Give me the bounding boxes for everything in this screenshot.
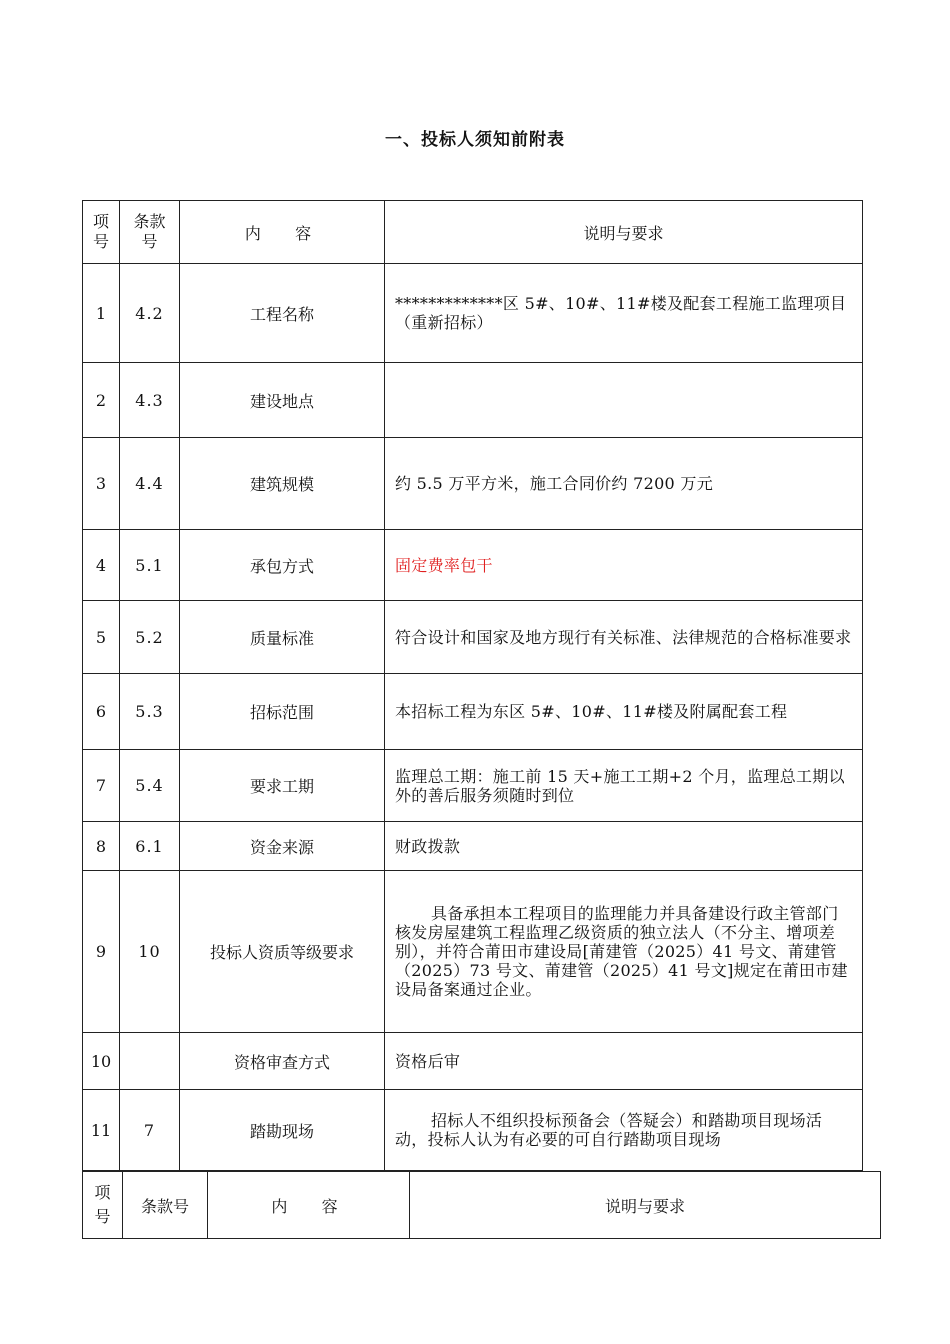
header-content: 内 容 — [208, 1172, 410, 1239]
table-header-row — [83, 1172, 881, 1239]
row-desc: 财政拨款 — [385, 822, 863, 871]
row-no: 2 — [83, 363, 120, 438]
row-clause: 6.1 — [120, 822, 180, 871]
row-desc: 监理总工期：施工前 15 天+施工工期+2 个月，监理总工期以外的善后服务须随时到位 — [385, 750, 863, 822]
row-no: 9 — [83, 871, 120, 1033]
row-content: 招标范围 — [180, 674, 385, 750]
row-content: 资格审查方式 — [180, 1033, 385, 1090]
row-desc: 招标人不组织投标预备会（答疑会）和踏勘项目现场活动，投标人认为有必要的可自行踏勘项目现场 — [385, 1090, 863, 1171]
row-clause: 5.2 — [120, 601, 180, 674]
row-desc: 资格后审 — [385, 1033, 863, 1090]
continuation-header-table — [82, 1171, 881, 1239]
prerequisite-table — [82, 200, 863, 1171]
row-no: 3 — [83, 438, 120, 530]
table-row — [83, 438, 863, 530]
table-row — [83, 264, 863, 363]
row-desc: 具备承担本工程项目的监理能力并具备建设行政主管部门核发房屋建筑工程监理乙级资质的独立法人（不分主、增项差别），并符合莆田市建设局[莆建管（2025）41 号文、莆建管（2025）73 号文、莆建管（2025）41 号文]规定在莆田市建设局备案通过企业。 — [385, 871, 863, 1033]
header-desc: 说明与要求 — [410, 1172, 881, 1239]
row-no: 4 — [83, 530, 120, 601]
table-row — [83, 822, 863, 871]
table-row — [83, 1033, 863, 1090]
table-header-row — [83, 201, 863, 264]
table-row — [83, 363, 863, 438]
header-desc: 说明与要求 — [385, 201, 863, 264]
row-content: 要求工期 — [180, 750, 385, 822]
row-no: 8 — [83, 822, 120, 871]
row-clause: 7 — [120, 1090, 180, 1171]
row-content: 工程名称 — [180, 264, 385, 363]
row-no: 6 — [83, 674, 120, 750]
row-desc: 约 5.5 万平方米，施工合同价约 7200 万元 — [385, 438, 863, 530]
table-row — [83, 601, 863, 674]
row-desc — [385, 363, 863, 438]
row-desc: *************区 5#、10#、11#楼及配套工程施工监理项目（重新招标） — [385, 264, 863, 363]
row-desc: 本招标工程为东区 5#、10#、11#楼及附属配套工程 — [385, 674, 863, 750]
header-content: 内 容 — [180, 201, 385, 264]
row-clause: 5.1 — [120, 530, 180, 601]
table-row — [83, 750, 863, 822]
row-clause: 4.3 — [120, 363, 180, 438]
row-content: 资金来源 — [180, 822, 385, 871]
page-title: 一、投标人须知前附表 — [385, 130, 565, 150]
row-content: 建筑规模 — [180, 438, 385, 530]
header-clause: 条款号 — [123, 1172, 208, 1239]
row-clause — [120, 1033, 180, 1090]
header-clause: 条款号 — [120, 201, 180, 264]
row-clause: 4.4 — [120, 438, 180, 530]
row-content: 建设地点 — [180, 363, 385, 438]
row-no: 11 — [83, 1090, 120, 1171]
row-desc: 符合设计和国家及地方现行有关标准、法律规范的合格标准要求 — [385, 601, 863, 674]
row-clause: 10 — [120, 871, 180, 1033]
row-no: 10 — [83, 1033, 120, 1090]
table-row — [83, 530, 863, 601]
row-clause: 5.3 — [120, 674, 180, 750]
row-no: 1 — [83, 264, 120, 363]
row-no: 7 — [83, 750, 120, 822]
row-clause: 4.2 — [120, 264, 180, 363]
table-row — [83, 1090, 863, 1171]
header-no: 项号 — [83, 201, 120, 264]
row-content: 承包方式 — [180, 530, 385, 601]
row-content: 踏勘现场 — [180, 1090, 385, 1171]
row-content: 投标人资质等级要求 — [180, 871, 385, 1033]
row-desc: 固定费率包干 — [385, 530, 863, 601]
table-row — [83, 674, 863, 750]
table-row — [83, 871, 863, 1033]
row-content: 质量标准 — [180, 601, 385, 674]
row-no: 5 — [83, 601, 120, 674]
row-clause: 5.4 — [120, 750, 180, 822]
header-no: 项号 — [83, 1172, 123, 1239]
